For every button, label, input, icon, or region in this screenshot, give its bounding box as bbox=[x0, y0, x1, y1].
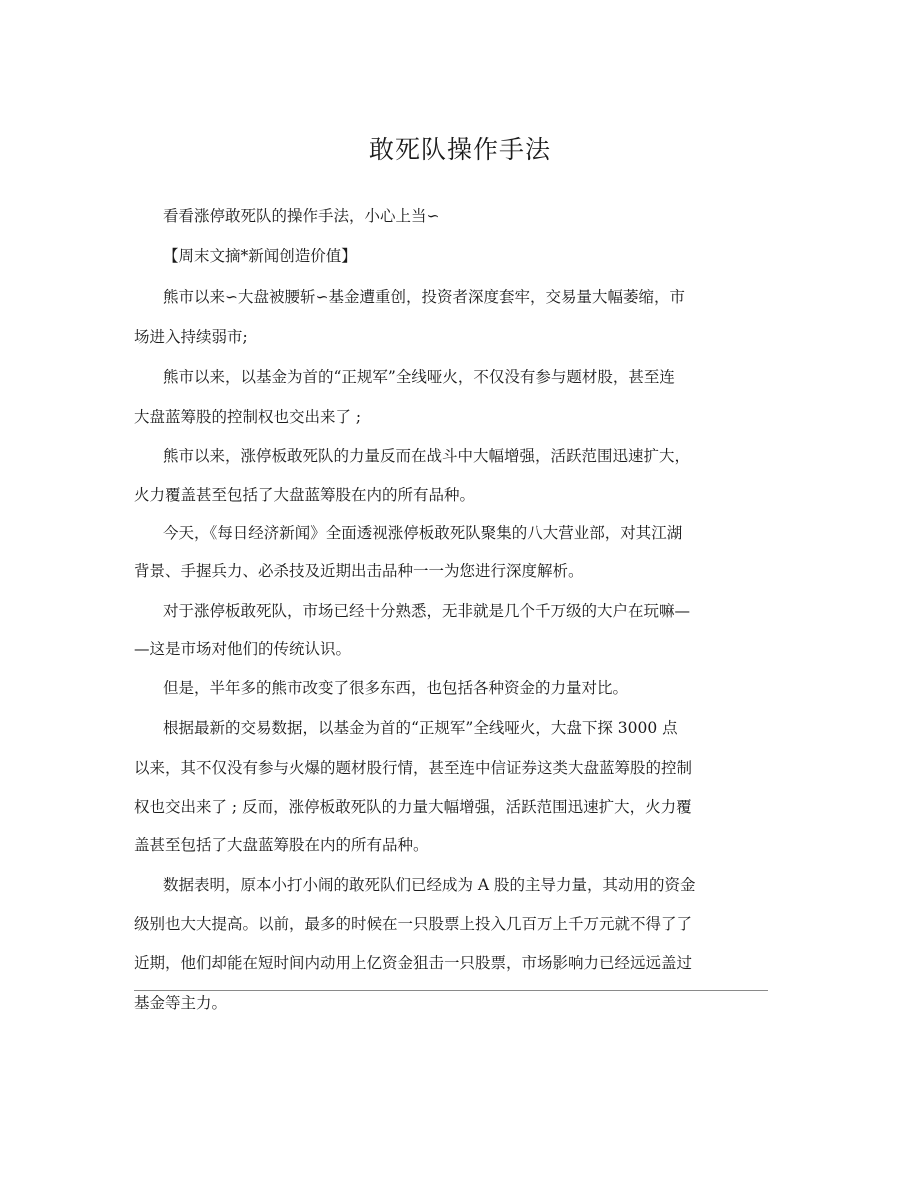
text-line: 盖甚至包括了大盘蓝筹股在内的所有品种。 bbox=[134, 836, 429, 854]
text-line: 根据最新的交易数据，以基金为首的“正规军”全线哑火，大盘下探 3000 点 bbox=[163, 719, 678, 737]
text-line: 【周末文摘*新闻创造价值】 bbox=[163, 247, 357, 265]
text-line: 基金等主力。 bbox=[134, 994, 228, 1012]
text-line: 权也交出来了 ; 反而，涨停板敢死队的力量大幅增强，活跃范围迅速扩大，火力覆 bbox=[134, 798, 692, 816]
text-line: 看看涨停敢死队的操作手法，小心上当∽ bbox=[163, 207, 440, 225]
text-line: 以来，其不仅没有参与火爆的题材股行情，甚至连中信证券这类大盘蓝筹股的控制 bbox=[134, 759, 693, 777]
text-line: 数据表明，原本小打小闹的敢死队们已经成为 A 股的主导力量，其动用的资金 bbox=[163, 876, 696, 894]
text-line: 但是，半年多的熊市改变了很多东西，也包括各种资金的力量对比。 bbox=[163, 679, 629, 697]
text-line: 对于涨停板敢死队，市场已经十分熟悉，无非就是几个千万级的大户在玩嘛— bbox=[163, 602, 691, 620]
text-line: 熊市以来∽大盘被腰斩∽基金遭重创，投资者深度套牢，交易量大幅萎缩，市 bbox=[163, 288, 685, 306]
text-line: 背景、手握兵力、必杀技及近期出击品种一一为您进行深度解析。 bbox=[134, 562, 584, 580]
text-line: 熊市以来，涨停板敢死队的力量反而在战斗中大幅增强，活跃范围迅速扩大， bbox=[163, 447, 691, 465]
document-title: 敢死队操作手法 bbox=[368, 135, 551, 164]
text-line: —这是市场对他们的传统认识。 bbox=[134, 640, 352, 658]
text-line: 场进入持续弱市; bbox=[134, 328, 248, 346]
text-line: 今天，《每日经济新闻》全面透视涨停板敢死队聚集的八大营业部，对其江湖 bbox=[163, 524, 683, 542]
text-line: 熊市以来，以基金为首的“正规军”全线哑火，不仅没有参与题材股，甚至连 bbox=[163, 368, 675, 386]
text-line: 级别也大大提高。以前，最多的时候在一只股票上投入几百万上千万元就不得了了 bbox=[134, 915, 693, 933]
text-line: 火力覆盖甚至包括了大盘蓝筹股在内的所有品种。 bbox=[134, 486, 476, 504]
text-line: 大盘蓝筹股的控制权也交出来了 ; bbox=[134, 408, 362, 426]
text-line: 近期，他们却能在短时间内动用上亿资金狙击一只股票，市场影响力已经远远盖过 bbox=[134, 954, 693, 972]
horizontal-rule bbox=[134, 990, 768, 991]
